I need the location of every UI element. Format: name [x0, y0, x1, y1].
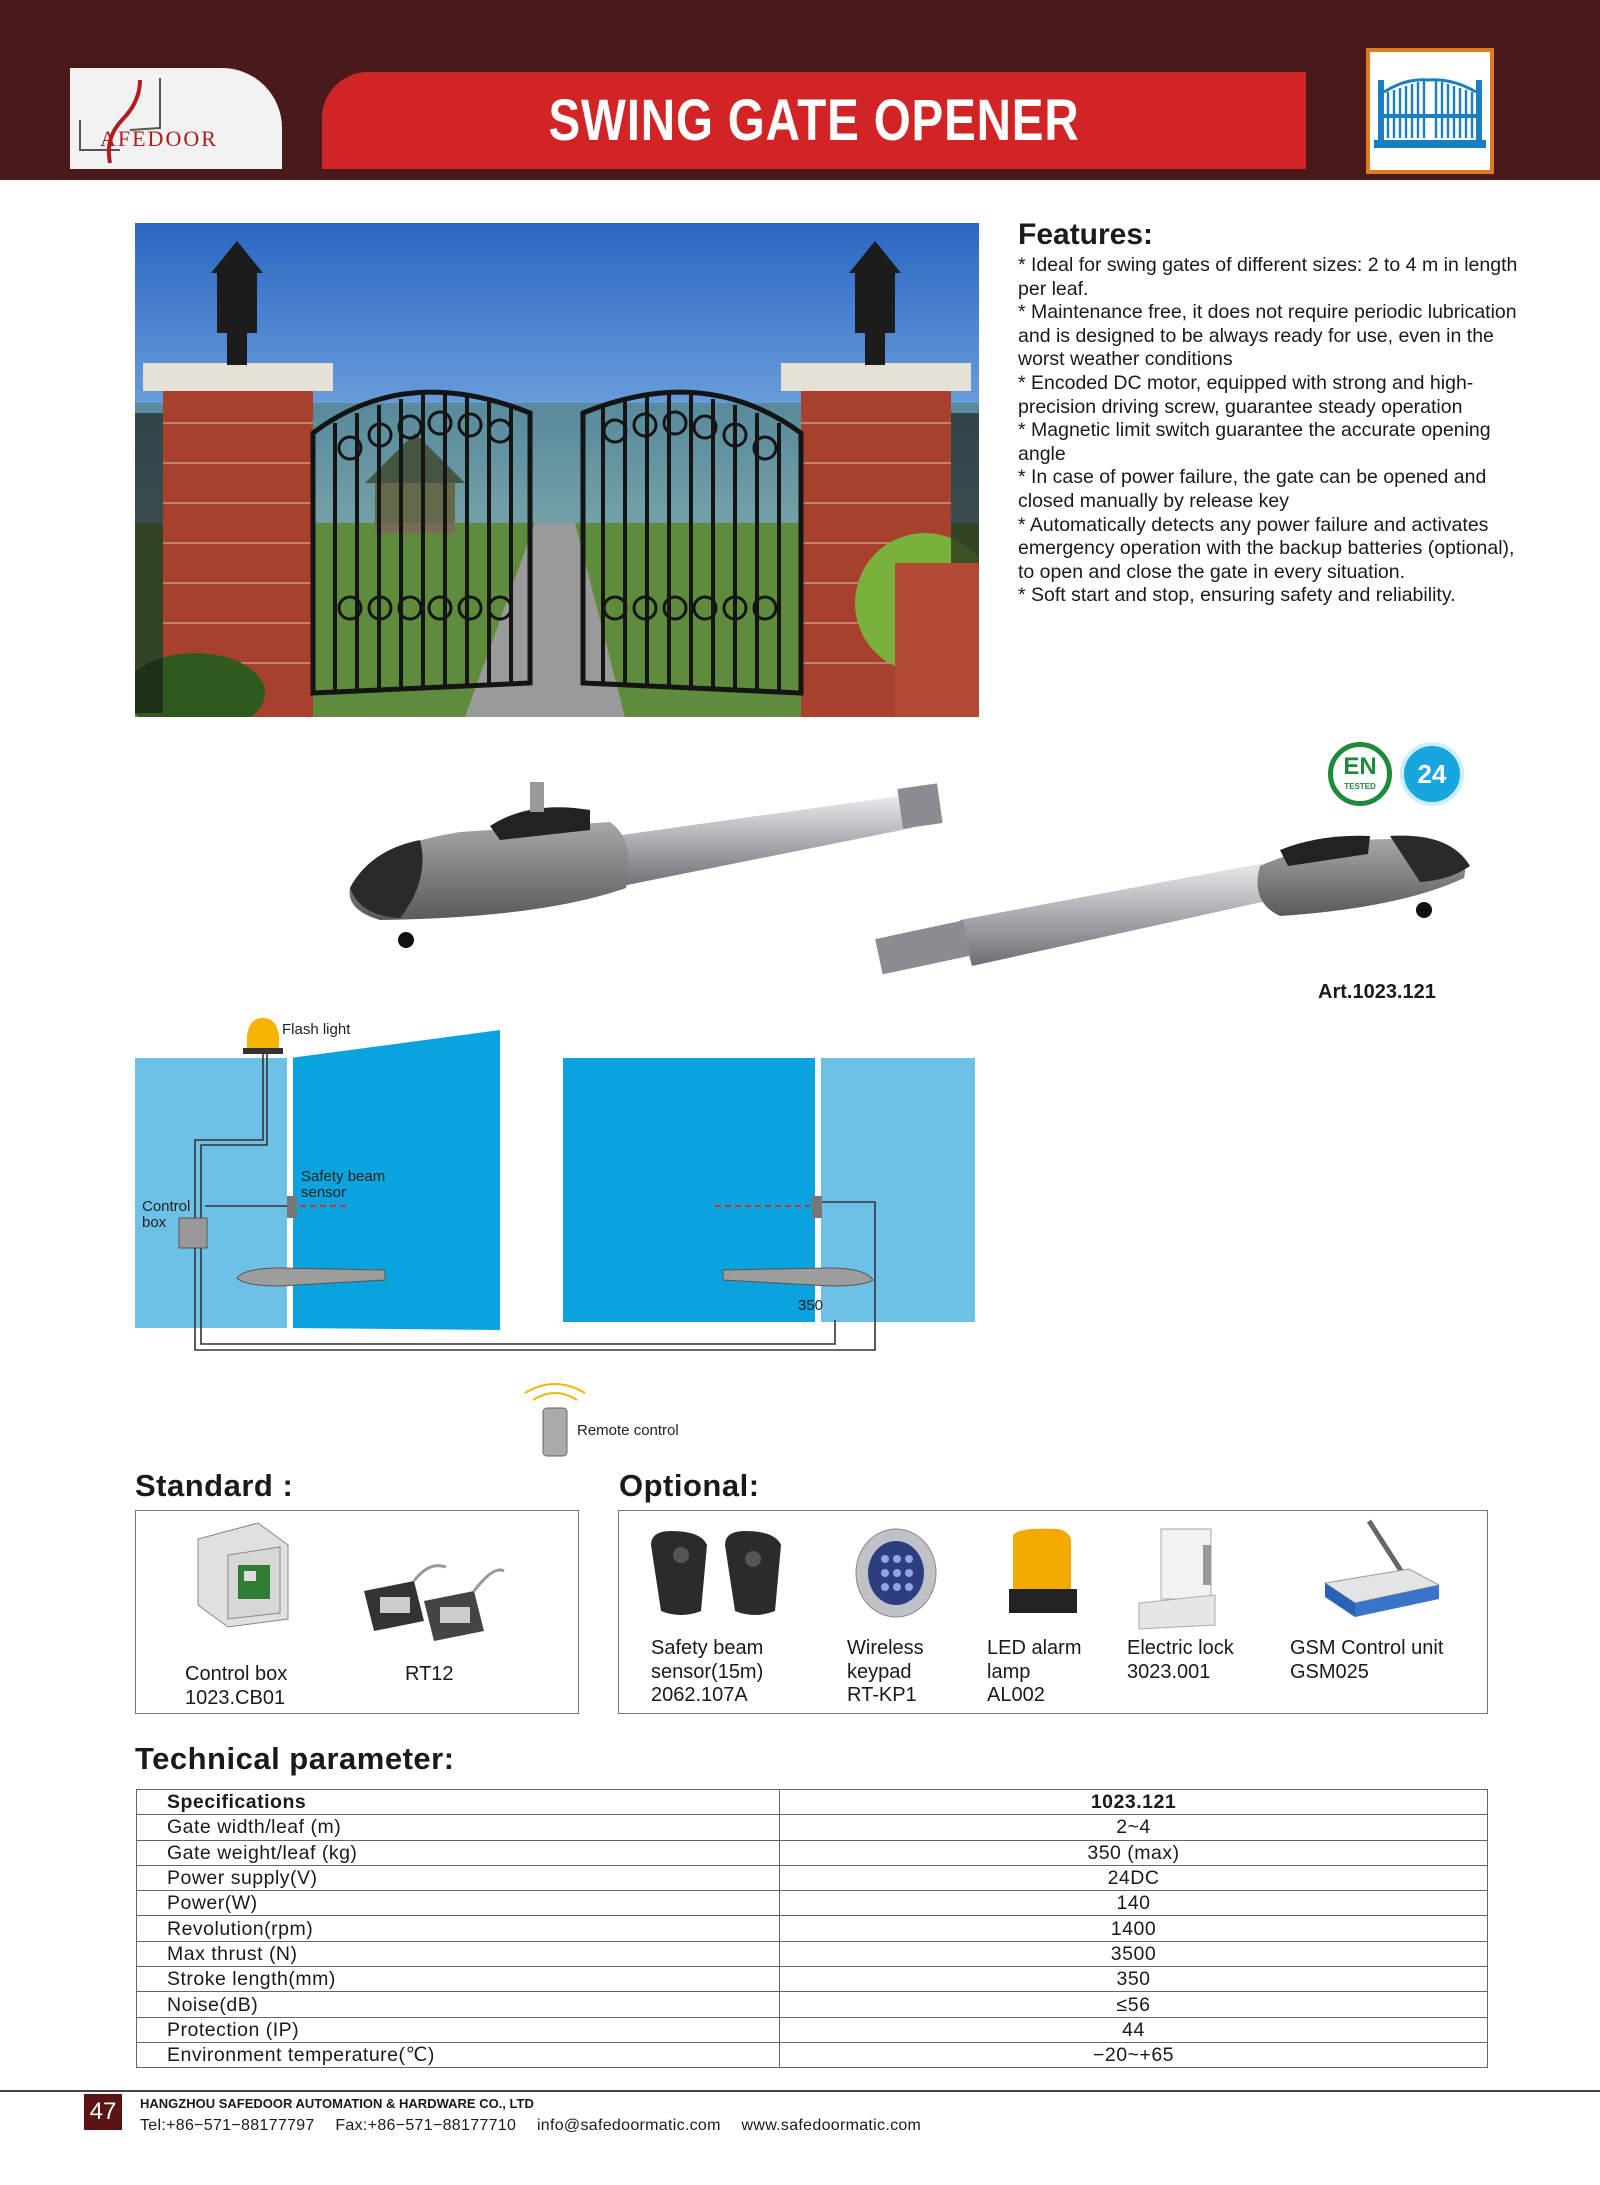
optional-item-caption: GSM Control unit GSM025	[1290, 1637, 1444, 1683]
table-header-row	[137, 1790, 1488, 1815]
spec-value: 350	[780, 1967, 1488, 1992]
table-row	[137, 1916, 1488, 1941]
feature-item: * Maintenance free, it does not require periodic lubrication and is designed to be always ready for use, even in the worst weather conditions	[1018, 301, 1517, 371]
optional-box	[618, 1510, 1488, 1714]
spec-value: 350 (max)	[780, 1840, 1488, 1865]
features-list	[1018, 254, 1518, 608]
spec-name: Protection (IP)	[137, 2017, 780, 2042]
contact-website[interactable]: www.safedoormatic.com	[741, 2117, 922, 2134]
contact-email[interactable]: info@safedoormatic.com	[536, 2117, 721, 2134]
spec-name: Environment temperature(℃)	[137, 2042, 780, 2067]
spec-value: −20~+65	[780, 2042, 1488, 2067]
actuator-right-icon	[875, 836, 1470, 975]
spec-name: Stroke length(mm)	[137, 1967, 780, 1992]
feature-item: * Magnetic limit switch guarantee the accurate opening angle	[1018, 419, 1491, 465]
swing-gate-icon	[1366, 48, 1494, 174]
en-badge-subtext: TESTED	[1344, 782, 1376, 791]
page-title: SWING GATE OPENER	[548, 88, 1080, 153]
safety-beam-label-2: sensor	[301, 1184, 347, 1201]
standard-item-caption: Control box 1023.CB01	[185, 1663, 288, 1709]
table-row	[137, 2042, 1488, 2067]
spec-name: Gate weight/leaf (kg)	[137, 1840, 780, 1865]
optional-item-caption: Electric lock 3023.001	[1127, 1637, 1234, 1683]
electric-lock-icon	[1133, 1525, 1223, 1635]
safety-beam-sensor-icon	[641, 1525, 801, 1625]
feature-item: * Automatically detects any power failure and activates emergency operation with the backup batteries (optional), to open and close the gate in every situation.	[1018, 513, 1515, 583]
control-box-label: Control	[142, 1198, 191, 1215]
optional-item-caption: Safety beam sensor(15m) 2062.107A	[651, 1637, 764, 1706]
spec-table	[136, 1789, 1488, 2068]
page-number: 47	[84, 2094, 122, 2130]
spec-value: 3500	[780, 1941, 1488, 1966]
spec-value: 44	[780, 2017, 1488, 2042]
table-row	[137, 1865, 1488, 1890]
remote-control-icon	[543, 1408, 567, 1456]
article-number: Art.1023.121	[1318, 981, 1436, 1003]
table-header-cell: 1023.121	[780, 1790, 1488, 1815]
spec-value: ≤56	[780, 1992, 1488, 2017]
contact-info	[140, 2117, 937, 2135]
installation-diagram	[135, 1010, 975, 1470]
logo-mark-icon	[70, 68, 282, 169]
feature-item: * In case of power failure, the gate can be opened and closed manually by release key	[1018, 466, 1487, 512]
technical-parameter-heading: Technical parameter:	[135, 1741, 455, 1776]
spec-value: 24DC	[780, 1865, 1488, 1890]
feature-item: * Encoded DC motor, equipped with strong and high-precision driving screw, guarantee steady operation	[1018, 371, 1474, 418]
led-alarm-lamp-icon	[999, 1525, 1089, 1625]
table-header-cell: Specifications	[137, 1790, 780, 1815]
company-name: HANGZHOU SAFEDOOR AUTOMATION & HARDWARE CO., LTD	[140, 2096, 534, 2111]
optional-item-caption: LED alarm lamp AL002	[987, 1637, 1082, 1706]
flash-light-icon	[247, 1018, 279, 1050]
control-box-icon	[179, 1218, 207, 1248]
table-row	[137, 1967, 1488, 1992]
gsm-control-unit-icon	[1319, 1517, 1449, 1627]
gate-photo	[135, 223, 979, 717]
table-row	[137, 1992, 1488, 2017]
spec-value: 140	[780, 1891, 1488, 1916]
control-box-icon	[188, 1519, 298, 1629]
remote-keyfob-icon	[354, 1551, 514, 1641]
wireless-keypad-icon	[851, 1525, 941, 1625]
spec-name: Gate width/leaf (m)	[137, 1815, 780, 1840]
company-logo	[70, 68, 282, 169]
spec-value: 2~4	[780, 1815, 1488, 1840]
feature-item: * Soft start and stop, ensuring safety and reliability.	[1018, 584, 1456, 607]
features-heading: Features:	[1018, 218, 1154, 251]
standard-heading: Standard :	[135, 1468, 294, 1503]
standard-box	[135, 1510, 579, 1714]
spec-name: Power supply(V)	[137, 1865, 780, 1890]
table-row	[137, 1891, 1488, 1916]
footer-divider	[0, 2090, 1600, 2092]
spec-name: Power(W)	[137, 1891, 780, 1916]
table-row	[137, 1815, 1488, 1840]
spec-name: Max thrust (N)	[137, 1941, 780, 1966]
spec-name: Noise(dB)	[137, 1992, 780, 2017]
features-section	[1018, 218, 1518, 608]
optional-heading: Optional:	[619, 1468, 760, 1503]
spec-value: 1400	[780, 1916, 1488, 1941]
spec-name: Revolution(rpm)	[137, 1916, 780, 1941]
logo-text: AFEDOOR	[100, 126, 218, 151]
voltage-badge-text: 24	[1417, 759, 1447, 789]
control-box-label-2: box	[142, 1214, 167, 1231]
table-row	[137, 2017, 1488, 2042]
page-header	[0, 0, 1600, 180]
optional-item-caption: Wireless keypad RT-KP1	[847, 1637, 924, 1706]
feature-item: * Ideal for swing gates of different sizes: 2 to 4 m in length per leaf.	[1018, 254, 1518, 300]
table-row	[137, 1840, 1488, 1865]
safety-beam-label: Safety beam	[301, 1168, 386, 1185]
title-banner	[322, 72, 1306, 169]
gate-opener-actuators	[340, 770, 1480, 1020]
contact-fax: Fax:+86−571−88177710	[335, 2117, 517, 2134]
remote-control-label: Remote control	[577, 1422, 679, 1439]
contact-tel: Tel:+86−571−88177797	[140, 2117, 315, 2134]
standard-item-caption: RT12	[405, 1663, 454, 1685]
actuator-left-icon	[350, 782, 943, 948]
table-row	[137, 1941, 1488, 1966]
en-badge-text: EN	[1343, 753, 1377, 780]
dimension-label: 350	[798, 1297, 824, 1314]
flash-light-label: Flash light	[282, 1021, 351, 1038]
